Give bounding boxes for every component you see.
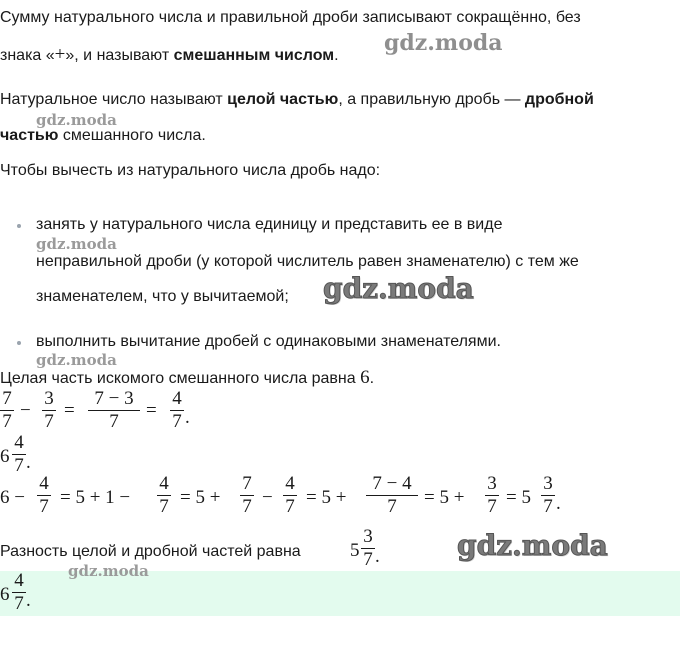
para1-line2: знака «+», и называют смешанным числом. (0, 44, 339, 65)
plus-sign: + (54, 44, 66, 65)
bullet-dot (17, 341, 21, 345)
whole-part-statement: Целая часть искомого смешанного числа равна 6. (0, 367, 375, 388)
para1-line1: Сумму натурального числа и правильной дроби записывают сокращённо, без (0, 9, 581, 26)
bullet1-line1: занять у натурального числа единицу и представить ее в виде (36, 216, 503, 233)
bullet1-line3: знаменателем, что у вычитаемой; (36, 288, 289, 305)
watermark-logo: gdz.moda (36, 351, 117, 369)
bullet1-line2: неправильной дроби (у которой числитель равен знаменателю) с тем же (36, 253, 579, 270)
watermark-logo: gdz.moda (323, 272, 474, 305)
term-whole-part: целой частью (227, 91, 339, 108)
bullet2-line1: выполнить вычитание дробей с одинаковыми знаменателями. (36, 333, 501, 350)
watermark-logo: gdz.moda (384, 30, 503, 56)
watermark-logo: gdz.moda (68, 562, 149, 580)
watermark-logo: gdz.moda (36, 235, 117, 253)
para3: Чтобы вычесть из натурального числа дробь надо: (0, 162, 381, 179)
term-fraction-part: дробной (524, 91, 594, 108)
watermark-logo: gdz.moda (457, 529, 608, 562)
para2-line2: частью смешанного числа. (0, 127, 206, 144)
watermark-logo: gdz.moda (36, 111, 117, 129)
term-mixed-number: смешанным числом (173, 47, 335, 64)
bullet-dot (17, 224, 21, 228)
para2-line1: Натуральное число называют целой частью, а правильную дробь — дробной (0, 91, 594, 108)
